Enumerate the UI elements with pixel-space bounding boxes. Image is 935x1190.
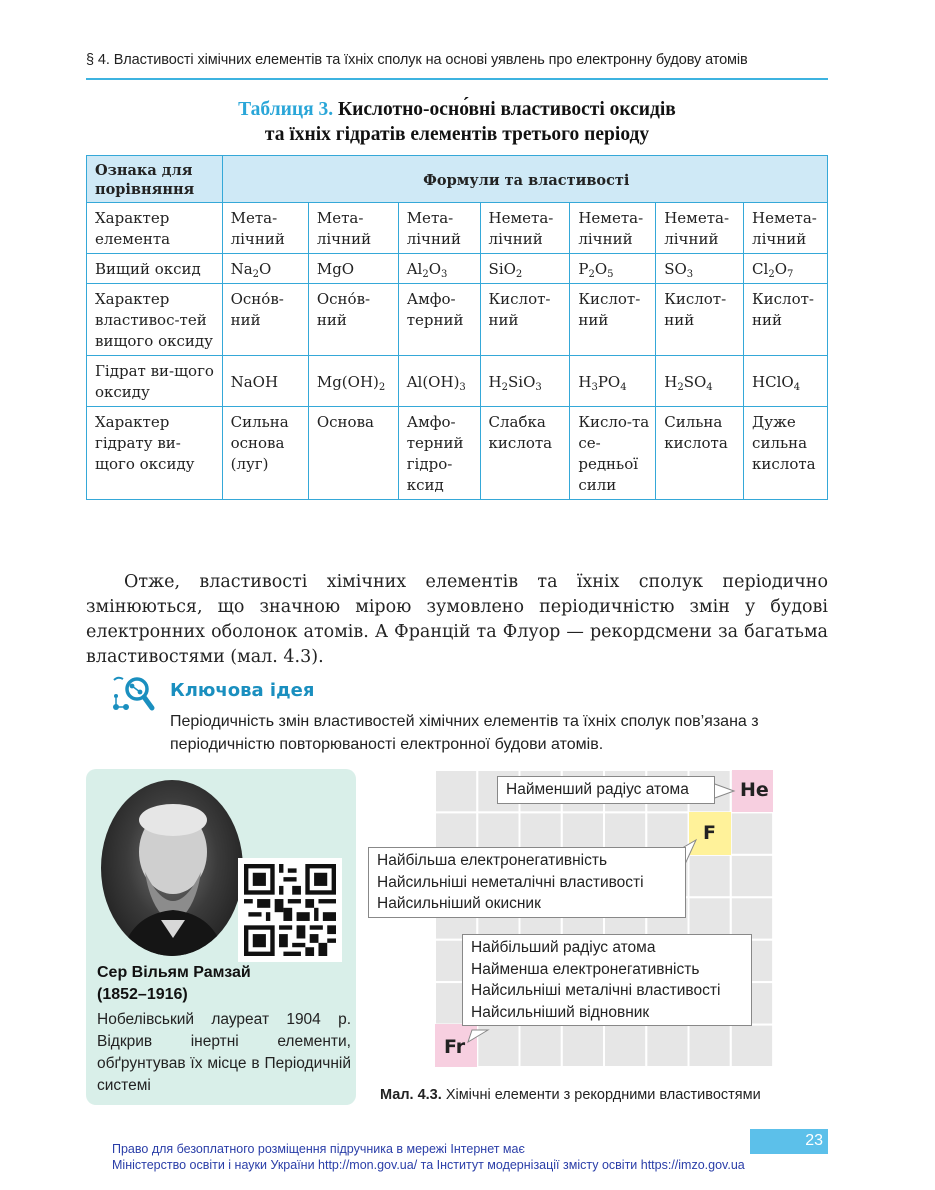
figure-caption: Мал. 4.3. Хімічні елементи з рекордними властивостями bbox=[380, 1087, 761, 1103]
summary-paragraph: Отже, властивості хімічних елементів та їхніх сполук періодично змінюються, що значною мірою зумовлено періодичністю змін у будові електронних оболонок атомів. А Францій та Флуор — рекордсмени за багатьма властивостями (мал. 4.3). bbox=[86, 572, 828, 667]
grid-cell bbox=[731, 1025, 773, 1067]
grid-cell bbox=[689, 1025, 731, 1067]
footer-copyright: Право для безоплатного розміщення підручника в мережі Інтернет має Міністерство освіти і науки України http://mon.gov.ua/ та Інститут модернізації змісту освіти https://imzo.gov.ua bbox=[112, 1142, 745, 1172]
grid-cell bbox=[435, 770, 477, 812]
row-label: Гідрат ви-щого оксиду bbox=[87, 356, 223, 407]
row-label: Характер гідрату ви-щого оксиду bbox=[87, 407, 223, 500]
table-cell: Кислот-ний bbox=[480, 284, 570, 356]
row-label: Вищий оксид bbox=[87, 254, 223, 284]
qr-code-icon[interactable] bbox=[238, 858, 342, 962]
table-row bbox=[87, 203, 828, 254]
header-divider bbox=[86, 78, 828, 80]
callout-francium: Найбільший радіус атома Найменша електронегативність Найсильніші металічні властивості Найсильніший відновник bbox=[462, 934, 752, 1026]
table-cell: Осно́в-ний bbox=[308, 284, 398, 356]
header-criterion: Ознака для порівняння bbox=[87, 156, 223, 203]
header-formulas: Формули та властивості bbox=[222, 156, 827, 203]
table-cell: Немета-лічний bbox=[570, 203, 656, 254]
grid-cell bbox=[562, 1025, 604, 1067]
table-cell: Мета-лічний bbox=[222, 203, 308, 254]
table-cell: Сильна кислота bbox=[656, 407, 744, 500]
cell-francium: Fr bbox=[435, 1024, 477, 1067]
row-label: Характер елемента bbox=[87, 203, 223, 254]
row-label: Характер властивос-тей вищого оксиду bbox=[87, 284, 223, 356]
table-title bbox=[86, 97, 828, 147]
bio-name: Сер Вільям Рамзай (1852–1916) bbox=[97, 964, 251, 1003]
properties-table bbox=[86, 155, 828, 500]
table-title-line1: Кислотно-осно́вні властивості оксидів bbox=[338, 99, 676, 120]
callout-helium: Найменший радіус атома bbox=[497, 776, 715, 804]
table-header-row bbox=[87, 156, 828, 203]
table-cell: $Na_2O$ bbox=[222, 254, 308, 284]
table-cell: Кислот-ний bbox=[570, 284, 656, 356]
portrait-photo bbox=[101, 780, 243, 956]
key-idea-title: Ключова ідея bbox=[170, 680, 315, 701]
table-cell: Амфо-терний гідро-ксид bbox=[398, 407, 480, 500]
cell-fluorine: F bbox=[689, 812, 731, 855]
table-cell: Слабка кислота bbox=[480, 407, 570, 500]
page-number: 23 bbox=[750, 1129, 828, 1154]
cell-helium: He bbox=[732, 770, 773, 812]
table-cell: $H_3PO_4$ bbox=[570, 356, 656, 407]
table-row bbox=[87, 284, 828, 356]
table-cell: Дуже сильна кислота bbox=[744, 407, 828, 500]
table-cell: Основа bbox=[308, 407, 398, 500]
table-cell: Мета-лічний bbox=[398, 203, 480, 254]
table-cell: Немета-лічний bbox=[744, 203, 828, 254]
key-idea-text: Періодичність змін властивостей хімічних елементів та їхніх сполук пов’язана з періодичністю повторюваності електронної будови атомів. bbox=[170, 713, 759, 753]
grid-cell bbox=[731, 812, 773, 854]
grid-cell bbox=[477, 1025, 519, 1067]
grid-cell bbox=[520, 1025, 562, 1067]
table-row bbox=[87, 407, 828, 500]
grid-cell bbox=[731, 855, 773, 897]
bio-description: Нобелівський лауреат 1904 р. Відкрив інертні елементи, обґрунтував їх місце в Періодичній системі bbox=[97, 1011, 351, 1094]
table-cell: MgO bbox=[308, 254, 398, 284]
table-cell: $P_2O_5$ bbox=[570, 254, 656, 284]
table-cell: Сильна основа (луг) bbox=[222, 407, 308, 500]
table-cell: $H_2SO_4$ bbox=[656, 356, 744, 407]
table-cell: Кисло-та се-редньої сили bbox=[570, 407, 656, 500]
table-cell: Мета-лічний bbox=[308, 203, 398, 254]
table-label: Таблиця 3. bbox=[238, 99, 334, 120]
magnifier-molecule-icon bbox=[110, 674, 156, 714]
table-cell: Кислот-ний bbox=[656, 284, 744, 356]
table-cell: $H_2SiO_3$ bbox=[480, 356, 570, 407]
table-cell: $SO_3$ bbox=[656, 254, 744, 284]
table-cell: $Mg(OH)_2$ bbox=[308, 356, 398, 407]
table-cell: $Cl_2O_7$ bbox=[744, 254, 828, 284]
running-header: § 4. Властивості хімічних елементів та їхніх сполук на основі уявлень про електронну будову атомів bbox=[86, 52, 748, 68]
table-row bbox=[87, 254, 828, 284]
table-cell: Осно́в-ний bbox=[222, 284, 308, 356]
table-cell: $Al(OH)_3$ bbox=[398, 356, 480, 407]
table-row bbox=[87, 356, 828, 407]
grid-cell bbox=[689, 855, 731, 897]
table-cell: Кислот-ний bbox=[744, 284, 828, 356]
table-cell: $Al_2O_3$ bbox=[398, 254, 480, 284]
table-cell: Немета-лічний bbox=[656, 203, 744, 254]
callout-fluorine: Найбільша електронегативність Найсильніші неметалічні властивості Найсильніший окисник bbox=[368, 847, 686, 918]
table-cell: SiO$_2$ bbox=[480, 254, 570, 284]
grid-cell bbox=[604, 1025, 646, 1067]
table-cell: Амфо-терний bbox=[398, 284, 480, 356]
table-cell: Немета-лічний bbox=[480, 203, 570, 254]
table-cell: NaOH bbox=[222, 356, 308, 407]
table-cell: HClO$_4$ bbox=[744, 356, 828, 407]
grid-cell bbox=[646, 1025, 688, 1067]
table-title-line2: та їхніх гідратів елементів третього періоду bbox=[264, 124, 650, 145]
